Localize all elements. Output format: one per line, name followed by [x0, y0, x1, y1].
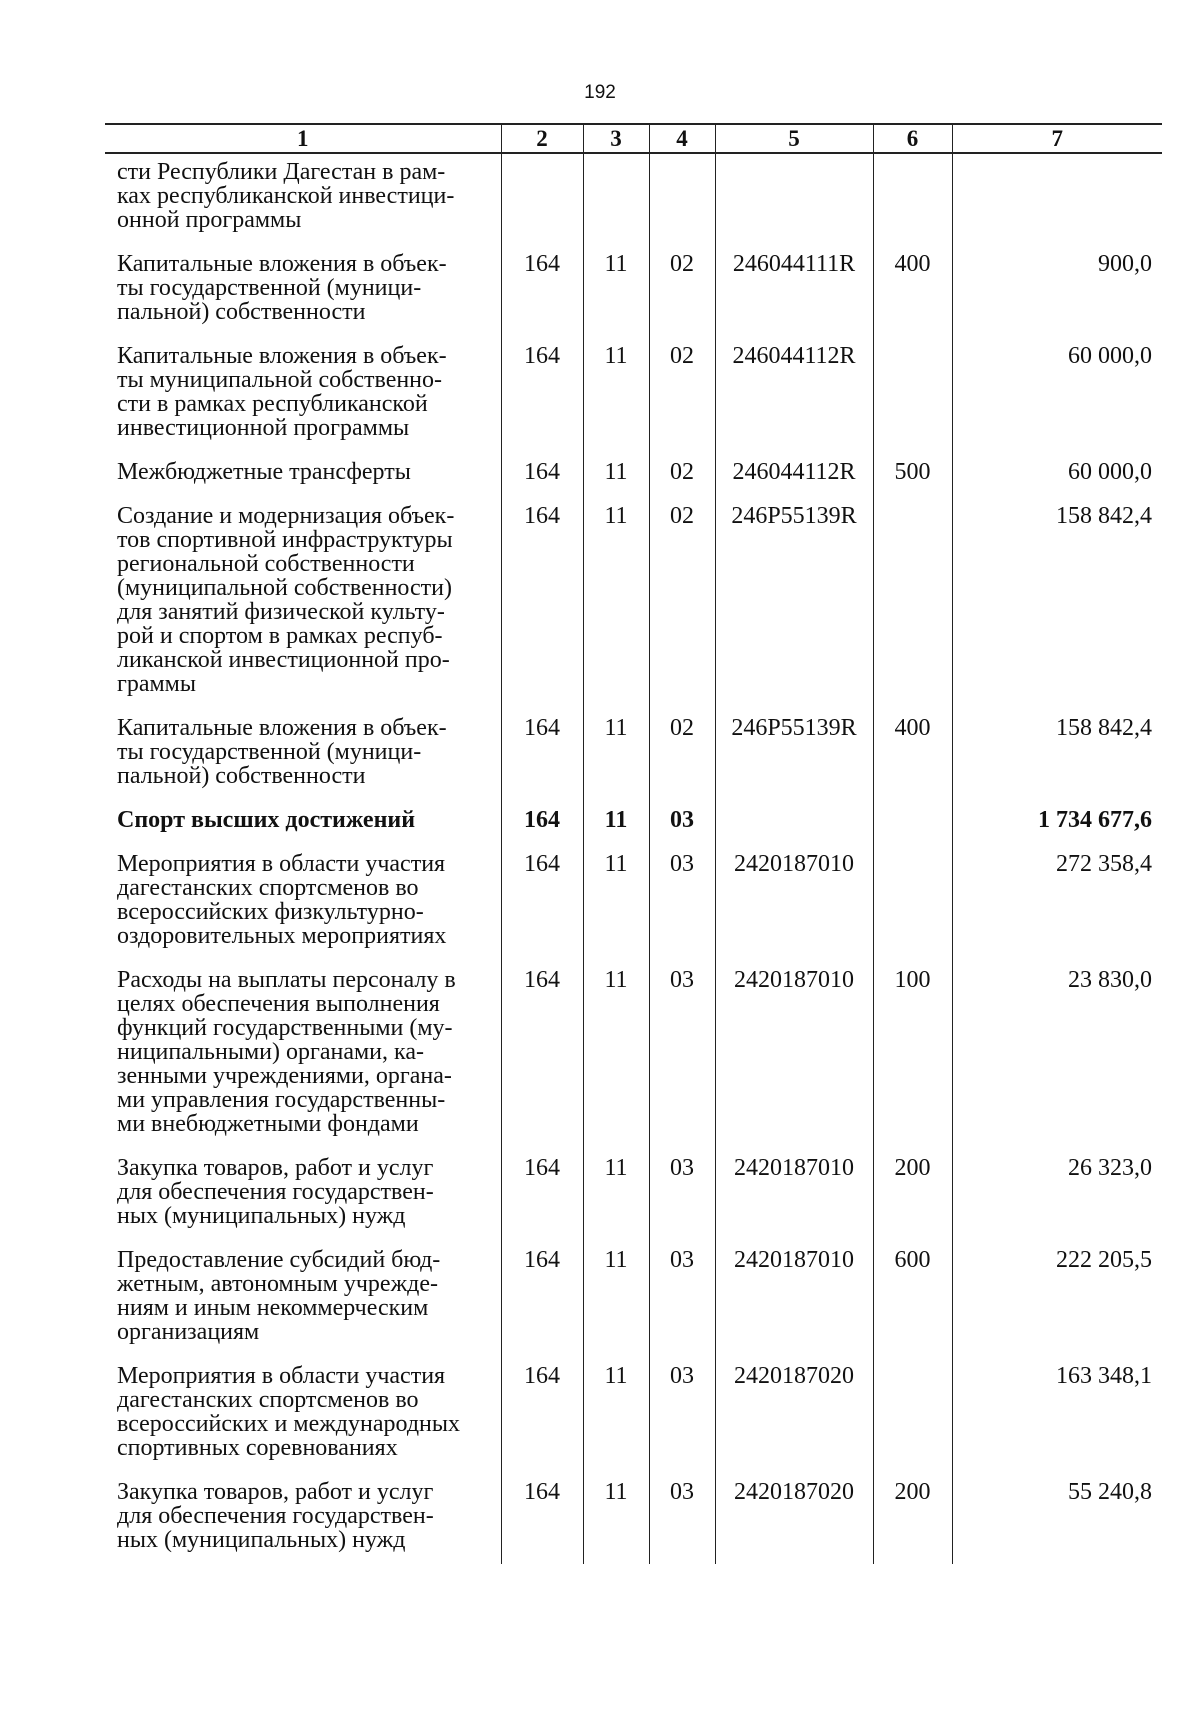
target-article-code: 2420187010 — [715, 968, 873, 1156]
item-name: Спорт высших достижений — [105, 808, 501, 852]
item-name: Расходы на выплаты персоналу в целях обеспечения выполнения функций государственными (му- ниципальными) органами, ка- зенными учреждениями, органа- ми управления государственны- ми внебюджетными фондами — [105, 968, 501, 1156]
column-header: 7 — [952, 124, 1162, 153]
section-code: 11 — [583, 968, 649, 1156]
item-name: Капитальные вложения в объек- ты государственной (муници- пальной) собственности — [105, 252, 501, 344]
subsection-code: 02 — [649, 344, 715, 460]
column-header: 3 — [583, 124, 649, 153]
amount: 900,0 — [1098, 251, 1152, 277]
amount: 60 000,0 — [1068, 343, 1152, 369]
item-name: Капитальные вложения в объек- ты муниципальной собственно- сти в рамках республиканской инвестиционной программы — [105, 344, 501, 460]
subsection-code: 03 — [649, 1156, 715, 1248]
target-article-code: 246044112R — [715, 460, 873, 504]
ministry-code: 164 — [501, 344, 583, 460]
column-header: 5 — [715, 124, 873, 153]
subsection-code: 02 — [649, 716, 715, 808]
table-row — [105, 1156, 1162, 1248]
item-name: Мероприятия в области участия дагестанских спортсменов во всероссийских физкультурно- оздоровительных мероприятиях — [105, 852, 501, 968]
item-name: Мероприятия в области участия дагестанских спортсменов во всероссийских и международных спортивных соревнованиях — [105, 1364, 501, 1480]
ministry-code: 164 — [501, 852, 583, 968]
table-row — [105, 1248, 1162, 1364]
subsection-code: 03 — [649, 1480, 715, 1564]
page-number: 192 — [584, 82, 616, 103]
section-code: 11 — [583, 1248, 649, 1364]
table-row — [105, 504, 1162, 716]
section-code: 11 — [583, 1480, 649, 1564]
amount: 222 205,5 — [1056, 1247, 1152, 1273]
item-name: Закупка товаров, работ и услуг для обеспечения государствен- ных (муниципальных) нужд — [105, 1480, 501, 1564]
ministry-code: 164 — [501, 1480, 583, 1564]
target-article-code: 246P55139R — [715, 504, 873, 716]
amount: 60 000,0 — [1068, 459, 1152, 485]
subsection-code: 02 — [649, 504, 715, 716]
section-code: 11 — [583, 252, 649, 344]
ministry-code: 164 — [501, 1248, 583, 1364]
target-article-code: 2420187010 — [715, 1248, 873, 1364]
target-article-code: 2420187010 — [715, 852, 873, 968]
amount: 55 240,8 — [1068, 1479, 1152, 1505]
column-header: 2 — [501, 124, 583, 153]
section-code: 11 — [583, 808, 649, 852]
ministry-code: 164 — [501, 1156, 583, 1248]
ministry-code: 164 — [501, 1364, 583, 1480]
subsection-code: 03 — [649, 852, 715, 968]
section-code: 11 — [583, 504, 649, 716]
section-code: 11 — [583, 460, 649, 504]
amount: 1 734 677,6 — [1038, 807, 1152, 833]
target-article-code: 2420187020 — [715, 1364, 873, 1480]
expense-type-code: 400 — [873, 716, 952, 808]
item-name: Межбюджетные трансферты — [105, 460, 501, 504]
amount — [952, 153, 1162, 252]
subsection-code: 03 — [649, 1248, 715, 1364]
section-code: 11 — [583, 1364, 649, 1480]
expense-type-code — [873, 1364, 952, 1480]
expense-type-code: 400 — [873, 252, 952, 344]
column-header: 1 — [105, 124, 501, 153]
table-row — [105, 852, 1162, 968]
expense-type-code — [873, 344, 952, 460]
column-header: 4 — [649, 124, 715, 153]
ministry-code: 164 — [501, 808, 583, 852]
section-code: 11 — [583, 852, 649, 968]
item-name: Закупка товаров, работ и услуг для обеспечения государствен- ных (муниципальных) нужд — [105, 1156, 501, 1248]
section-code: 11 — [583, 716, 649, 808]
section-code: 11 — [583, 344, 649, 460]
amount: 23 830,0 — [1068, 967, 1152, 993]
table-row — [105, 460, 1162, 504]
table-row — [105, 808, 1162, 852]
section-code: 11 — [583, 1156, 649, 1248]
expense-type-code — [873, 852, 952, 968]
expense-type-code: 200 — [873, 1156, 952, 1248]
target-article-code — [715, 153, 873, 252]
ministry-code: 164 — [501, 460, 583, 504]
subsection-code: 03 — [649, 968, 715, 1156]
target-article-code: 246P55139R — [715, 716, 873, 808]
amount: 158 842,4 — [1056, 503, 1152, 529]
expense-type-code — [873, 504, 952, 716]
table-row — [105, 968, 1162, 1156]
budget-table — [105, 123, 1162, 1564]
ministry-code: 164 — [501, 968, 583, 1156]
table-row — [105, 716, 1162, 808]
table-row — [105, 153, 1162, 252]
target-article-code: 246044111R — [715, 252, 873, 344]
amount: 26 323,0 — [1068, 1155, 1152, 1181]
item-name: сти Республики Дагестан в рам- ках республиканской инвестици- онной программы — [105, 153, 501, 252]
subsection-code: 02 — [649, 252, 715, 344]
item-name: Предоставление субсидий бюд- жетным, автономным учрежде- ниям и иным некоммерческим организациям — [105, 1248, 501, 1364]
item-name: Создание и модернизация объек- тов спортивной инфраструктуры региональной собственности (муниципальной собственности) для занятий физической культу- рой и спортом в рамках респуб- ликанской инвестиционной про- граммы — [105, 504, 501, 716]
target-article-code: 246044112R — [715, 344, 873, 460]
subsection-code: 02 — [649, 460, 715, 504]
ministry-code: 164 — [501, 252, 583, 344]
section-code — [583, 153, 649, 252]
amount: 158 842,4 — [1056, 715, 1152, 741]
table-row — [105, 252, 1162, 344]
expense-type-code: 200 — [873, 1480, 952, 1564]
subsection-code — [649, 153, 715, 252]
table-row — [105, 1480, 1162, 1564]
header-row — [105, 124, 1162, 153]
table-row — [105, 1364, 1162, 1480]
column-header: 6 — [873, 124, 952, 153]
table-row — [105, 344, 1162, 460]
ministry-code: 164 — [501, 716, 583, 808]
item-name: Капитальные вложения в объек- ты государственной (муници- пальной) собственности — [105, 716, 501, 808]
target-article-code: 2420187020 — [715, 1480, 873, 1564]
amount: 272 358,4 — [1056, 851, 1152, 877]
expense-type-code: 100 — [873, 968, 952, 1156]
expense-type-code — [873, 808, 952, 852]
amount: 163 348,1 — [1056, 1363, 1152, 1389]
table-body — [105, 153, 1162, 1564]
ministry-code — [501, 153, 583, 252]
expense-type-code: 500 — [873, 460, 952, 504]
subsection-code: 03 — [649, 808, 715, 852]
target-article-code — [715, 808, 873, 852]
expense-type-code: 600 — [873, 1248, 952, 1364]
target-article-code: 2420187010 — [715, 1156, 873, 1248]
expense-type-code — [873, 153, 952, 252]
ministry-code: 164 — [501, 504, 583, 716]
subsection-code: 03 — [649, 1364, 715, 1480]
